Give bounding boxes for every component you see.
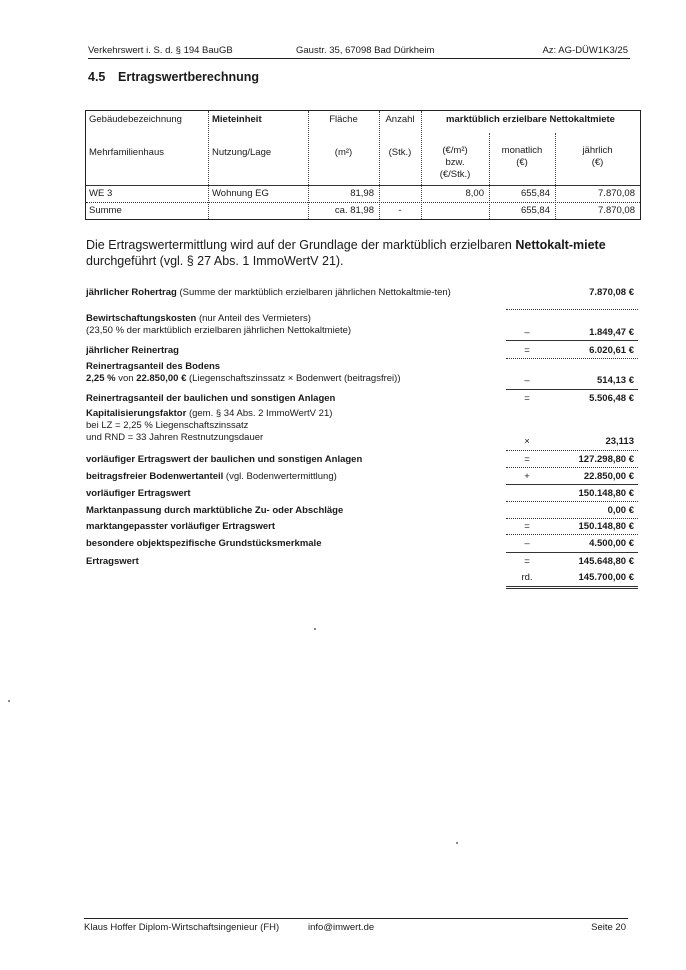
- row-we3-name: WE 3: [89, 188, 113, 199]
- calc-operator: =: [524, 393, 530, 404]
- calc-value: 0,00 €: [607, 505, 634, 516]
- calc-label-bold: jährlicher Rohertrag: [86, 287, 177, 298]
- section-number: 4.5: [88, 70, 106, 84]
- calc-value: 127.298,80 €: [578, 454, 634, 465]
- row-sum-count: -: [398, 205, 402, 216]
- section-title: [88, 70, 259, 84]
- scan-speck: [456, 842, 458, 844]
- th-monthly: monatlich: [501, 145, 543, 156]
- calc-label-line2: bei LZ = 2,25 % Liegenschaftszinssatz: [86, 420, 249, 431]
- calc-label: [86, 361, 506, 385]
- th-rate-unit: (€/m²): [442, 145, 468, 156]
- page-header: [88, 44, 630, 59]
- intro-text: Die Ertragswertermittlung wird auf der Grundlage der marktüblich erzielbaren: [86, 238, 516, 252]
- intro-bold: Nettokalt-miete: [515, 238, 606, 252]
- header-address: Gaustr. 35, 67098 Bad Dürkheim: [296, 45, 435, 56]
- calc-operator: rd.: [521, 572, 533, 583]
- table-rule: [86, 202, 640, 203]
- calc-label: [86, 408, 506, 444]
- calc-label: Reinertragsanteil der baulichen und sonstigen Anlagen: [86, 393, 336, 404]
- row-sum-name: Summe: [89, 205, 122, 216]
- calc-rule: [506, 588, 638, 589]
- calc-rule: [506, 518, 638, 519]
- calc-rule: [506, 358, 638, 359]
- calc-value: 22.850,00 €: [583, 471, 634, 482]
- th-count: Anzahl: [385, 114, 415, 125]
- calc-label-rate: 2,25 %: [86, 373, 116, 384]
- calc-label-bold: Bewirtschaftungskosten: [86, 313, 197, 324]
- calc-label-rest: (Liegenschaftszinssatz × Bodenwert (beitragsfrei)): [186, 373, 401, 384]
- calc-value: 150.148,80 €: [578, 521, 634, 532]
- th-unit: Mieteinheit: [212, 114, 262, 125]
- calc-value: 145.648,80 €: [578, 556, 634, 567]
- calc-operator: =: [524, 556, 530, 567]
- row-sum-area: ca. 81,98: [334, 205, 374, 216]
- calc-operator: =: [524, 521, 530, 532]
- calc-label-rest: (Summe der marktüblich erzielbaren jährlichen Nettokaltmie-ten): [176, 287, 451, 298]
- calc-label: [86, 471, 506, 483]
- calc-label: marktangepasster vorläufiger Ertragswert: [86, 521, 276, 532]
- calc-operator: +: [524, 471, 530, 482]
- calc-rule: [506, 501, 638, 502]
- calc-label-line3: und RND = 33 Jahren Restnutzungsdauer: [86, 432, 264, 443]
- calc-label: [86, 313, 506, 337]
- calc-rule: [506, 534, 638, 535]
- calc-label: vorläufiger Ertragswert der baulichen und sonstigen Anlagen: [86, 454, 363, 465]
- calc-value: 6.020,61 €: [589, 345, 634, 356]
- footer-author: Klaus Hoffer Diplom-Wirtschaftsingenieur (FH): [84, 922, 280, 933]
- calc-operator: –: [524, 538, 530, 549]
- page-footer: [84, 918, 628, 933]
- table-rule: [86, 185, 640, 186]
- calc-value: 145.700,00 €: [578, 572, 634, 583]
- th-rate-or: bzw.: [445, 157, 465, 168]
- th-rate-unit-alt: (€/Stk.): [439, 169, 471, 180]
- calc-label: Ertragswert: [86, 556, 139, 567]
- calc-rule: [506, 484, 638, 485]
- calc-rule: [506, 467, 638, 468]
- calc-label: Marktanpassung durch marktübliche Zu- oder Abschläge: [86, 505, 344, 516]
- section-title-text: Ertragswertberechnung: [118, 70, 260, 84]
- calc-value: 7.870,08 €: [589, 287, 634, 298]
- th-yearly: jährlich: [582, 145, 613, 156]
- row-we3-unit: Wohnung EG: [212, 188, 269, 199]
- calc-operator: =: [524, 454, 530, 465]
- th-yearly-unit: (€): [591, 157, 604, 168]
- calc-value: 1.849,47 €: [589, 327, 634, 338]
- th-building-type: Mehrfamilienhaus: [89, 147, 164, 158]
- th-count-unit: (Stk.): [388, 147, 412, 158]
- th-area: Fläche: [329, 114, 358, 125]
- calc-label-rest: (vgl. Bodenwertermittlung): [223, 471, 337, 482]
- calc-label-rest: (gem. § 34 Abs. 2 ImmoWertV 21): [186, 408, 333, 419]
- row-we3-yearly: 7.870,08: [598, 188, 635, 199]
- calc-rule: [506, 309, 638, 310]
- th-rent: marktüblich erzielbare Nettokaltmiete: [446, 114, 615, 125]
- calc-rule: [506, 340, 638, 341]
- calc-operator: –: [524, 375, 530, 386]
- th-building: Gebäudebezeichnung: [89, 114, 182, 125]
- th-area-unit: (m²): [334, 147, 353, 158]
- calc-label-line2: (23,50 % der marktüblich erzielbaren jährlichen Nettokaltmiete): [86, 325, 352, 336]
- intro-text-end: durchgeführt (vgl. § 27 Abs. 1 ImmoWertV 21).: [86, 254, 344, 268]
- row-we3-monthly: 655,84: [520, 188, 550, 199]
- calc-label-bold: beitragsfreier Bodenwertanteil: [86, 471, 224, 482]
- row-sum-monthly: 655,84: [520, 205, 550, 216]
- scan-speck: [8, 700, 10, 702]
- footer-email: info@imwert.de: [308, 922, 375, 933]
- calc-value: 514,13 €: [597, 375, 634, 386]
- calc-operator: –: [524, 327, 530, 338]
- rent-table: [85, 110, 641, 220]
- calc-value: 4.500,00 €: [589, 538, 634, 549]
- calc-operator: ×: [524, 436, 530, 447]
- calc-label: besondere objektspezifische Grundstücksmerkmale: [86, 538, 322, 549]
- calc-label-mid: von: [115, 373, 137, 384]
- header-file-number: Az: AG-DÜW1K3/25: [542, 45, 628, 56]
- calc-label-rest: (nur Anteil des Vermieters): [196, 313, 311, 324]
- header-left: Verkehrswert i. S. d. § 194 BauGB: [88, 45, 233, 56]
- intro-paragraph: [86, 237, 638, 269]
- row-we3-rate: 8,00: [465, 188, 484, 199]
- th-use: Nutzung/Lage: [212, 147, 272, 158]
- calc-label-bold: Reinertragsanteil des Bodens: [86, 361, 221, 372]
- calc-operator: =: [524, 345, 530, 356]
- calc-value: 23,113: [605, 436, 634, 447]
- calc-rule: [506, 586, 638, 587]
- calc-label-bold: Kapitalisierungsfaktor: [86, 408, 187, 419]
- th-monthly-unit: (€): [516, 157, 528, 168]
- row-we3-area: 81,98: [350, 188, 374, 199]
- footer-page-number: Seite 20: [591, 922, 626, 933]
- calc-rule: [506, 450, 638, 451]
- calc-rule: [506, 389, 638, 390]
- calc-label: [86, 287, 506, 299]
- calc-label: vorläufiger Ertragswert: [86, 488, 191, 499]
- calc-value: 5.506,48 €: [589, 393, 634, 404]
- scan-speck: [314, 628, 316, 630]
- row-sum-yearly: 7.870,08: [598, 205, 635, 216]
- calc-label-amount: 22.850,00 €: [136, 373, 187, 384]
- calc-rule: [506, 552, 638, 553]
- calc-label: jährlicher Reinertrag: [86, 345, 179, 356]
- calc-value: 150.148,80 €: [578, 488, 634, 499]
